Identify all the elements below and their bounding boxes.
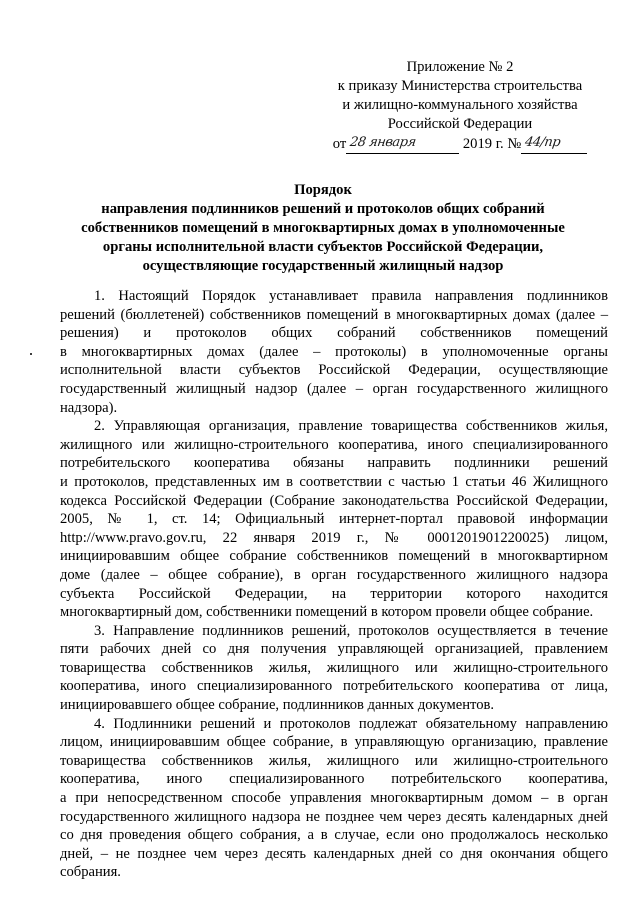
document-body: [60, 287, 608, 882]
date-year: 2019 г. №: [462, 136, 522, 152]
text-line: кодекса Российской Федерации (Собрание законодательства Российской Федерации,: [60, 492, 608, 509]
text-line: решения) и протоколов общих собраний собственников помещений: [60, 325, 608, 342]
text-line: надзора).: [60, 399, 118, 416]
paragraph-1: [60, 287, 608, 417]
text-line: 2005, № 1, ст. 14; Официальный интернет-портал правовой информации: [60, 511, 608, 528]
handwritten-number-field: [521, 136, 587, 154]
text-line: в многоквартирных домах (далее – протоколы) в уполномоченные органы: [60, 343, 608, 360]
paragraph-4: [60, 715, 608, 882]
text-line: исполнительной власти субъектов Российской Федерации, осуществляющие: [60, 362, 608, 379]
document-title: [40, 181, 606, 276]
margin-dot: [30, 353, 32, 355]
paragraph-2: [60, 417, 608, 622]
text-line: 1. Настоящий Порядок устанавливает правила направления подлинников: [94, 288, 608, 304]
text-line: государственный жилищный надзор (далее – орган государственного жилищного: [60, 380, 608, 397]
text-line: а при непосредственном способе управления многоквартирным домом – в орган: [60, 790, 608, 807]
text-line: решений (бюллетеней) собственников помещений в многоквартирных домах (далее –: [60, 306, 608, 323]
text-line: 4. Подлинники решений и протоколов подлежат обязательному направлению: [94, 715, 608, 732]
text-line: жилищного или жилищно-строительного кооператива, иного специализированного: [60, 436, 608, 453]
handwritten-date: 28 января: [349, 135, 417, 150]
order-reference-line-1: к приказу Министерства строительства: [337, 78, 583, 94]
text-line: многоквартирный дом, собственники помещений в котором провели общее собрание.: [60, 604, 594, 621]
appendix-number: Приложение № 2: [406, 59, 514, 75]
date-prefix: от: [332, 136, 347, 152]
text-line: товарищества собственников жилья, жилищного или жилищно-строительного: [60, 659, 608, 676]
text-line: 3. Направление подлинников решений, протоколов осуществляется в течение: [94, 622, 608, 639]
text-line: со дня проведения общего собрания, а в случае, если оно продолжалось несколько: [60, 827, 608, 844]
title-line: осуществляющие государственный жилищный надзор: [142, 258, 504, 274]
appendix-header: [300, 58, 620, 154]
text-line: дней, – не позднее чем через десять календарных дней со дня окончания общего: [60, 845, 608, 862]
order-date-line: [300, 135, 620, 154]
text-line: кооператива, иного специализированного потребительского кооператива от лица,: [60, 678, 608, 695]
handwritten-number: 44/пр: [524, 135, 562, 150]
title-line: органы исполнительной власти субъектов Российской Федерации,: [102, 239, 544, 255]
text-line: субъекта Российской Федерации, на территории которого находится: [60, 585, 608, 602]
title-line: направления подлинников решений и протоколов общих собраний: [101, 201, 545, 217]
text-line: государственного жилищного надзора не позднее чем через десять календарных дней: [60, 808, 608, 825]
text-line: потребительского кооператива обязаны направить подлинники решений: [60, 455, 608, 472]
text-line: собрания.: [60, 864, 121, 881]
handwritten-date-field: [346, 136, 459, 154]
text-line: и протоколов, представленных им в соответствии с частью 1 статьи 46 Жилищного: [60, 473, 608, 490]
paragraph-3: [60, 622, 608, 715]
text-line: инициировавшего общее собрание, подлинников данных документов.: [60, 697, 495, 714]
text-line: товарищества собственников жилья, жилищного или жилищно-строительного: [60, 752, 608, 769]
order-reference-line-3: Российской Федерации: [387, 116, 533, 132]
text-line: инициировавшим общее собрание собственников помещений в многоквартирном: [60, 548, 608, 565]
order-reference-line-2: и жилищно-коммунального хозяйства: [342, 97, 578, 113]
text-line: пяти рабочих дней со дня получения управляющей организацией, правлением: [60, 641, 608, 658]
title-heading: Порядок: [294, 182, 352, 198]
text-line: кооператива, иного специализированного потребительского кооператива,: [60, 771, 608, 788]
title-line: собственников помещений в многоквартирных домах в уполномоченные: [81, 220, 565, 236]
text-line: доме (далее – общее собрание), в орган государственного жилищного надзора: [60, 566, 608, 583]
text-line: лицом, инициировавшим общее собрание, в управляющую организацию, правление: [60, 734, 608, 751]
text-line: 2. Управляющая организация, правление товарищества собственников жилья,: [94, 418, 608, 435]
text-line: http://www.pravo.gov.ru, 22 января 2019 г., № 0001201901220025) лицом,: [60, 529, 608, 546]
